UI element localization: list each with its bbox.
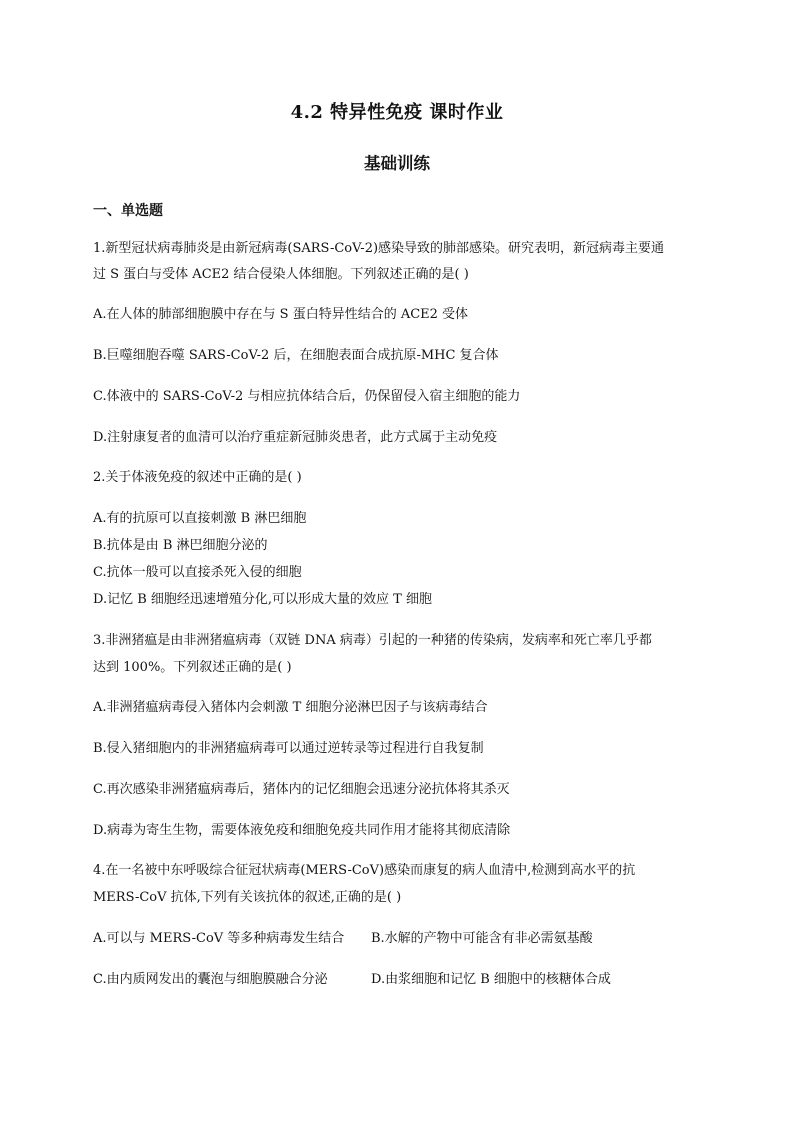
- question-1-option-c: C.体液中的 SARS-CoV-2 与相应抗体结合后，仍保留侵入宿主细胞的能力: [93, 389, 521, 404]
- question-3-option-b: B.侵入猪细胞内的非洲猪瘟病毒可以通过逆转录等过程进行自我复制: [93, 741, 484, 756]
- question-1-stem-line-2: 过 S 蛋白与受体 ACE2 结合侵染人体细胞。下列叙述正确的是( ): [93, 267, 469, 282]
- question-3-stem-line-1: 3.非洲猪瘟是由非洲猪瘟病毒（双链 DNA 病毒）引起的一种猪的传染病，发病率和死亡率几乎都: [93, 633, 652, 648]
- question-2-option-d: D.记忆 B 细胞经迅速增殖分化,可以形成大量的效应 T 细胞: [93, 592, 432, 607]
- question-3-stem-line-2: 达到 100%。下列叙述正确的是( ): [93, 660, 292, 675]
- document-subtitle: 基础训练: [364, 154, 430, 173]
- question-1-option-a: A.在人体的肺部细胞膜中存在与 S 蛋白特异性结合的 ACE2 受体: [93, 307, 469, 322]
- question-4-option-b: B.水解的产物中可能含有非必需氨基酸: [371, 931, 593, 946]
- question-2-option-a: A.有的抗原可以直接刺激 B 淋巴细胞: [93, 511, 307, 526]
- question-2-option-c: C.抗体一般可以直接杀死入侵的细胞: [93, 565, 302, 580]
- document-title: 4.2 特异性免疫 课时作业: [290, 102, 504, 123]
- question-3-option-c: C.再次感染非洲猪瘟病毒后，猪体内的记忆细胞会迅速分泌抗体将其杀灭: [93, 782, 510, 797]
- question-3-option-a: A.非洲猪瘟病毒侵入猪体内会刺激 T 细胞分泌淋巴因子与该病毒结合: [93, 700, 488, 715]
- question-2-stem: 2.关于体液免疫的叙述中正确的是( ): [93, 470, 302, 485]
- question-1-option-b: B.巨噬细胞吞噬 SARS-CoV-2 后，在细胞表面合成抗原-MHC 复合体: [93, 348, 499, 363]
- section-heading: 一、单选题: [93, 203, 163, 219]
- question-2-option-b: B.抗体是由 B 淋巴细胞分泌的: [93, 538, 268, 553]
- question-4-option-c: C.由内质网发出的囊泡与细胞膜融合分泌: [93, 972, 328, 987]
- question-1-option-d: D.注射康复者的血清可以治疗重症新冠肺炎患者，此方式属于主动免疫: [93, 430, 498, 445]
- question-3-option-d: D.病毒为寄生生物，需要体液免疫和细胞免疫共同作用才能将其彻底清除: [93, 823, 511, 838]
- question-4-option-a: A.可以与 MERS-CoV 等多种病毒发生结合: [93, 931, 345, 946]
- question-4-stem-line-1: 4.在一名被中东呼吸综合征冠状病毒(MERS-CoV)感染而康复的病人血清中,检测到高水平的抗: [93, 863, 636, 878]
- question-4-options-row-2: [93, 971, 611, 989]
- question-4-option-d: D.由浆细胞和记忆 B 细胞中的核糖体合成: [371, 972, 611, 987]
- question-1-stem-line-1: 1.新型冠状病毒肺炎是由新冠病毒(SARS-CoV-2)感染导致的肺部感染。研究表明，新冠病毒主要通: [93, 241, 665, 256]
- question-4-stem-line-2: MERS-CoV 抗体,下列有关该抗体的叙述,正确的是( ): [93, 890, 402, 905]
- question-4-options-row-1: [93, 930, 593, 948]
